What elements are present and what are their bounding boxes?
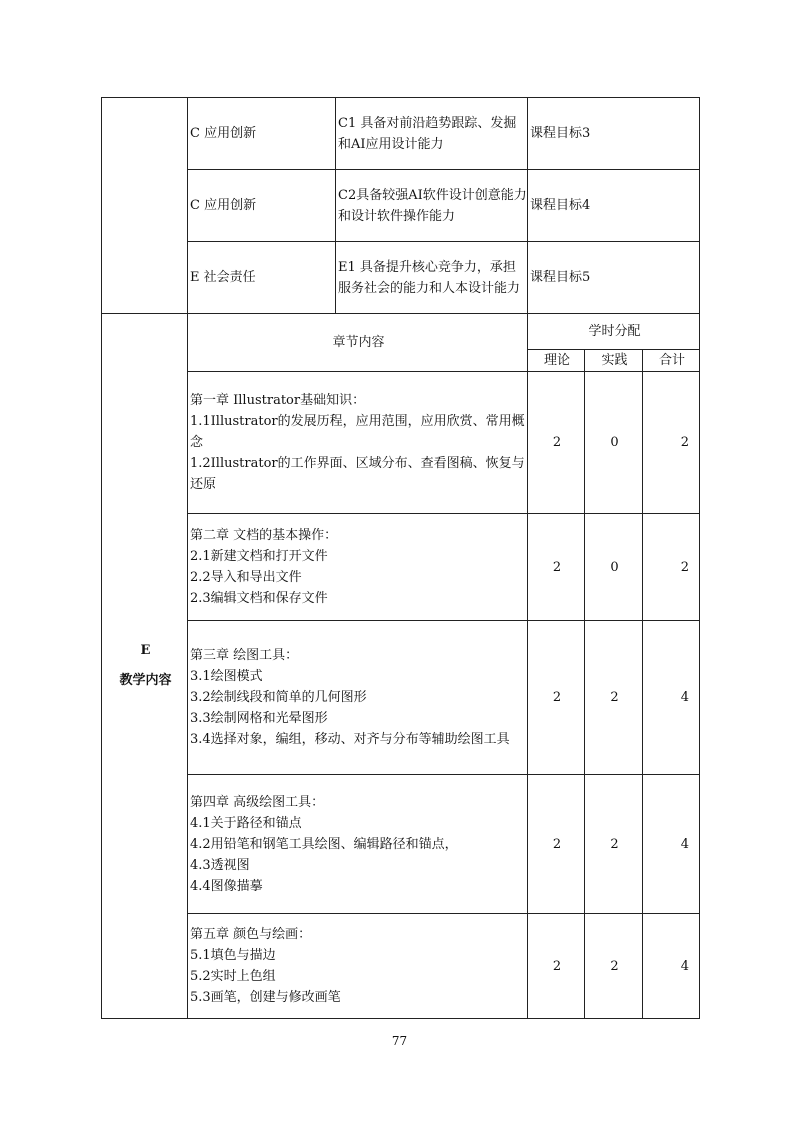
section-title: 教学内容: [119, 673, 172, 688]
chapter-line: 1.2Illustrator的工作界面、区域分布、查看图稿、恢复与还原: [190, 456, 525, 492]
chapter-line: 3.3绘制网格和光晕图形: [190, 711, 328, 726]
chapter-line: 3.1绘图模式: [190, 669, 263, 684]
chapter-line: 第二章 文档的基本操作：: [190, 528, 338, 543]
chapter-line: 第四章 高级绘图工具：: [190, 794, 325, 810]
chapter-line: 第一章 Illustrator基础知识：: [190, 393, 366, 408]
content-header-row: [102, 314, 700, 350]
graduation-requirement: C 应用创新: [188, 170, 336, 242]
theory-hours: 2: [528, 621, 585, 775]
chapter-line: 5.2实时上色组: [190, 969, 276, 984]
chapter-line: 4.2用铅笔和钢笔工具绘图、编辑路径和锚点，: [190, 836, 458, 852]
chapter-content: [188, 372, 528, 514]
practice-hours: 2: [585, 621, 643, 775]
chapter-line: 4.4图像描摹: [190, 878, 263, 894]
chapter-content: [188, 914, 528, 1019]
course-target: 课程目标3: [528, 98, 700, 170]
chapter-row: [102, 775, 700, 914]
chapter-row: [102, 914, 700, 1019]
total-hours: 2: [643, 372, 700, 514]
chapter-line: 4.3透视图: [190, 857, 250, 873]
chapter-line: 3.2绘制线段和简单的几何图形: [190, 690, 367, 705]
practice-hours: 2: [585, 914, 643, 1019]
chapter-row: [102, 621, 700, 775]
indicator-point: C2具备较强AI软件设计创意能力和设计软件操作能力: [336, 170, 528, 242]
chapter-content: [188, 621, 528, 775]
chapter-line: 第三章 绘图工具：: [190, 648, 299, 663]
total-header: 合计: [643, 350, 700, 372]
section-label: [102, 314, 188, 1019]
goal-row: [102, 242, 700, 314]
course-target: 课程目标5: [528, 242, 700, 314]
section-code: E: [140, 643, 151, 658]
theory-hours: 2: [528, 775, 585, 914]
chapter-line: 5.1填色与描边: [190, 948, 276, 963]
total-hours: 4: [643, 621, 700, 775]
chapter-line: 2.3编辑文档和保存文件: [190, 591, 328, 606]
practice-hours: 2: [585, 775, 643, 914]
course-target: 课程目标4: [528, 170, 700, 242]
chapter-row: [102, 372, 700, 514]
indicator-point: C1 具备对前沿趋势跟踪、发掘和AI应用设计能力: [336, 98, 528, 170]
chapter-content: [188, 514, 528, 621]
chapter-line: 4.1关于路径和锚点: [190, 815, 302, 831]
chapter-line: 1.1Illustrator的发展历程，应用范围，应用欣赏、常用概念: [190, 414, 525, 450]
chapter-row: [102, 514, 700, 621]
total-hours: 4: [643, 914, 700, 1019]
theory-hours: 2: [528, 914, 585, 1019]
practice-hours: 0: [585, 372, 643, 514]
hours-header: 学时分配: [528, 314, 700, 350]
goal-row: [102, 170, 700, 242]
graduation-requirement: C 应用创新: [188, 98, 336, 170]
goal-row: [102, 98, 700, 170]
total-hours: 2: [643, 514, 700, 621]
total-hours: 4: [643, 775, 700, 914]
page-number: 77: [391, 1034, 408, 1048]
chapter-line: 5.3画笔，创建与修改画笔: [190, 990, 341, 1005]
chapter-line: 第五章 颜色与绘画：: [190, 927, 312, 942]
curriculum-table: [101, 97, 700, 1019]
blank-left-cell: [102, 98, 188, 314]
chapter-content: [188, 775, 528, 914]
practice-header: 实践: [585, 350, 643, 372]
chapter-line: 2.1新建文档和打开文件: [190, 549, 328, 564]
chapter-line: 2.2导入和导出文件: [190, 570, 302, 585]
chapter-line: 3.4选择对象，编组，移动、对齐与分布等辅助绘图工具: [190, 732, 510, 747]
theory-hours: 2: [528, 514, 585, 621]
practice-hours: 0: [585, 514, 643, 621]
theory-header: 理论: [528, 350, 585, 372]
indicator-point: E1 具备提升核心竞争力，承担服务社会的能力和人本设计能力: [336, 242, 528, 314]
graduation-requirement: E 社会责任: [188, 242, 336, 314]
theory-hours: 2: [528, 372, 585, 514]
chapter-content-header: 章节内容: [188, 314, 528, 372]
